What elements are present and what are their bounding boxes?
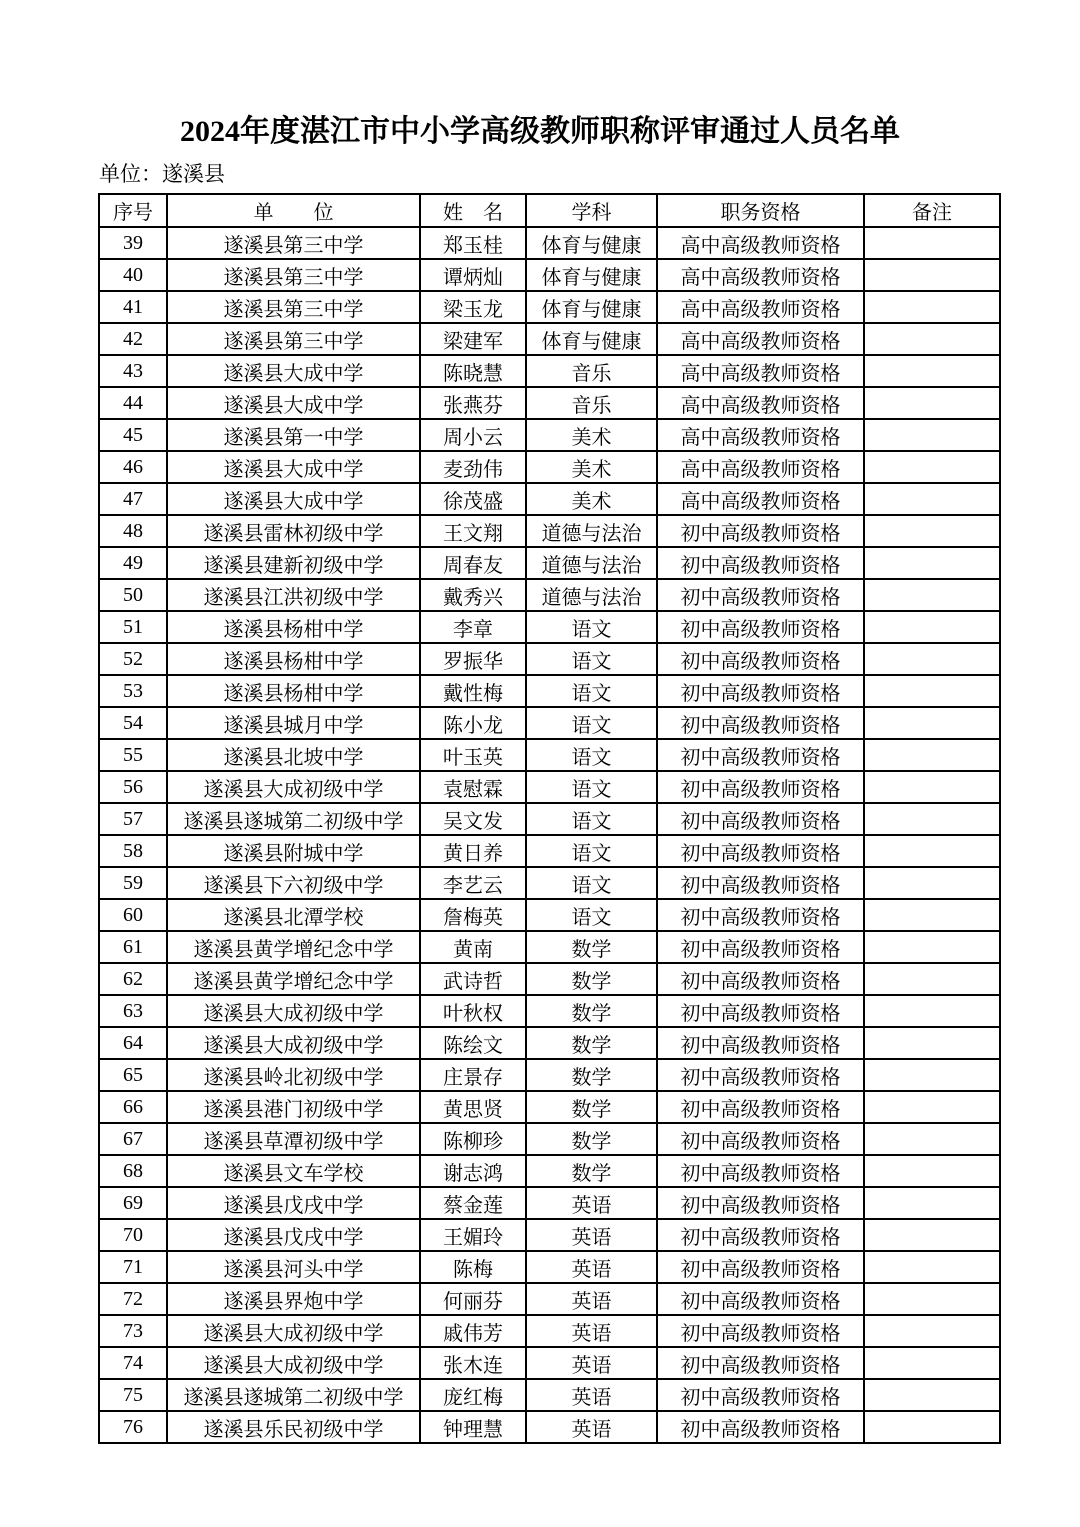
cell-remark: [864, 1155, 1000, 1187]
cell-qualification: 初中高级教师资格: [657, 835, 864, 867]
cell-unit: 遂溪县第一中学: [167, 419, 420, 451]
cell-qualification: 初中高级教师资格: [657, 1315, 864, 1347]
cell-unit: 遂溪县文车学校: [167, 1155, 420, 1187]
cell-qualification: 初中高级教师资格: [657, 1059, 864, 1091]
cell-remark: [864, 835, 1000, 867]
table-row: [99, 995, 1000, 1027]
table-row: [99, 227, 1000, 259]
cell-name: 蔡金莲: [420, 1187, 526, 1219]
table-row: [99, 675, 1000, 707]
cell-subject: 音乐: [526, 387, 657, 419]
cell-qualification: 初中高级教师资格: [657, 739, 864, 771]
cell-unit: 遂溪县遂城第二初级中学: [167, 803, 420, 835]
cell-unit: 遂溪县戊戌中学: [167, 1187, 420, 1219]
cell-unit: 遂溪县北潭学校: [167, 899, 420, 931]
cell-remark: [864, 515, 1000, 547]
cell-subject: 道德与法治: [526, 579, 657, 611]
table-row: [99, 963, 1000, 995]
cell-qualification: 初中高级教师资格: [657, 1187, 864, 1219]
cell-unit: 遂溪县河头中学: [167, 1251, 420, 1283]
cell-remark: [864, 1379, 1000, 1411]
cell-name: 谭炳灿: [420, 259, 526, 291]
cell-no: 75: [99, 1379, 167, 1411]
cell-no: 46: [99, 451, 167, 483]
cell-subject: 数学: [526, 1027, 657, 1059]
table-row: [99, 803, 1000, 835]
cell-unit: 遂溪县遂城第二初级中学: [167, 1379, 420, 1411]
cell-no: 47: [99, 483, 167, 515]
cell-subject: 道德与法治: [526, 515, 657, 547]
cell-name: 武诗哲: [420, 963, 526, 995]
cell-subject: 语文: [526, 739, 657, 771]
cell-subject: 数学: [526, 963, 657, 995]
cell-no: 55: [99, 739, 167, 771]
cell-subject: 语文: [526, 675, 657, 707]
cell-name: 王媚玲: [420, 1219, 526, 1251]
cell-no: 74: [99, 1347, 167, 1379]
cell-subject: 语文: [526, 771, 657, 803]
teacher-roster-table: [98, 193, 1001, 1444]
table-row: [99, 1027, 1000, 1059]
cell-name: 周小云: [420, 419, 526, 451]
cell-remark: [864, 1315, 1000, 1347]
table-row: [99, 259, 1000, 291]
cell-unit: 遂溪县附城中学: [167, 835, 420, 867]
cell-subject: 语文: [526, 643, 657, 675]
table-row: [99, 355, 1000, 387]
cell-qualification: 初中高级教师资格: [657, 803, 864, 835]
cell-subject: 美术: [526, 483, 657, 515]
table-row: [99, 1123, 1000, 1155]
cell-qualification: 初中高级教师资格: [657, 1283, 864, 1315]
cell-remark: [864, 291, 1000, 323]
cell-name: 庄景存: [420, 1059, 526, 1091]
column-header-unit: 单 位: [167, 194, 420, 227]
table-row: [99, 867, 1000, 899]
cell-no: 67: [99, 1123, 167, 1155]
table-row: [99, 1219, 1000, 1251]
cell-qualification: 高中高级教师资格: [657, 387, 864, 419]
cell-no: 59: [99, 867, 167, 899]
cell-qualification: 高中高级教师资格: [657, 259, 864, 291]
cell-no: 51: [99, 611, 167, 643]
table-row: [99, 611, 1000, 643]
cell-subject: 美术: [526, 451, 657, 483]
cell-remark: [864, 963, 1000, 995]
cell-remark: [864, 323, 1000, 355]
cell-no: 60: [99, 899, 167, 931]
cell-subject: 英语: [526, 1219, 657, 1251]
cell-unit: 遂溪县雷林初级中学: [167, 515, 420, 547]
cell-remark: [864, 1187, 1000, 1219]
cell-subject: 数学: [526, 995, 657, 1027]
cell-unit: 遂溪县杨柑中学: [167, 675, 420, 707]
cell-subject: 英语: [526, 1251, 657, 1283]
cell-subject: 英语: [526, 1379, 657, 1411]
cell-name: 郑玉桂: [420, 227, 526, 259]
cell-remark: [864, 1059, 1000, 1091]
cell-remark: [864, 867, 1000, 899]
cell-subject: 体育与健康: [526, 259, 657, 291]
cell-remark: [864, 259, 1000, 291]
cell-qualification: 高中高级教师资格: [657, 227, 864, 259]
cell-subject: 美术: [526, 419, 657, 451]
cell-unit: 遂溪县杨柑中学: [167, 611, 420, 643]
table-row: [99, 1091, 1000, 1123]
cell-qualification: 高中高级教师资格: [657, 451, 864, 483]
cell-subject: 英语: [526, 1315, 657, 1347]
cell-no: 71: [99, 1251, 167, 1283]
cell-name: 庞红梅: [420, 1379, 526, 1411]
cell-unit: 遂溪县城月中学: [167, 707, 420, 739]
cell-no: 49: [99, 547, 167, 579]
table-row: [99, 1347, 1000, 1379]
cell-remark: [864, 547, 1000, 579]
cell-qualification: 初中高级教师资格: [657, 771, 864, 803]
cell-qualification: 初中高级教师资格: [657, 1155, 864, 1187]
cell-unit: 遂溪县大成初级中学: [167, 771, 420, 803]
cell-no: 70: [99, 1219, 167, 1251]
cell-name: 陈梅: [420, 1251, 526, 1283]
cell-no: 48: [99, 515, 167, 547]
cell-qualification: 初中高级教师资格: [657, 675, 864, 707]
cell-unit: 遂溪县第三中学: [167, 323, 420, 355]
cell-unit: 遂溪县乐民初级中学: [167, 1411, 420, 1443]
cell-remark: [864, 1347, 1000, 1379]
table-row: [99, 547, 1000, 579]
column-header-qualification: 职务资格: [657, 194, 864, 227]
table-row: [99, 579, 1000, 611]
cell-name: 钟理慧: [420, 1411, 526, 1443]
cell-remark: [864, 419, 1000, 451]
cell-subject: 语文: [526, 867, 657, 899]
table-row: [99, 1283, 1000, 1315]
table-row: [99, 515, 1000, 547]
cell-name: 周春友: [420, 547, 526, 579]
cell-remark: [864, 387, 1000, 419]
cell-no: 63: [99, 995, 167, 1027]
cell-remark: [864, 707, 1000, 739]
page-title: 2024年度湛江市中小学高级教师职称评审通过人员名单: [180, 115, 900, 148]
cell-name: 李艺云: [420, 867, 526, 899]
cell-unit: 遂溪县江洪初级中学: [167, 579, 420, 611]
cell-name: 徐茂盛: [420, 483, 526, 515]
cell-no: 44: [99, 387, 167, 419]
cell-subject: 数学: [526, 1059, 657, 1091]
cell-remark: [864, 1219, 1000, 1251]
cell-unit: 遂溪县港门初级中学: [167, 1091, 420, 1123]
cell-subject: 数学: [526, 1123, 657, 1155]
cell-unit: 遂溪县大成初级中学: [167, 1347, 420, 1379]
table-row: [99, 419, 1000, 451]
cell-subject: 数学: [526, 1091, 657, 1123]
cell-unit: 遂溪县戊戌中学: [167, 1219, 420, 1251]
cell-unit: 遂溪县下六初级中学: [167, 867, 420, 899]
column-header-no: 序号: [99, 194, 167, 227]
cell-unit: 遂溪县大成初级中学: [167, 995, 420, 1027]
cell-no: 66: [99, 1091, 167, 1123]
table-row: [99, 835, 1000, 867]
cell-remark: [864, 1123, 1000, 1155]
cell-unit: 遂溪县大成中学: [167, 483, 420, 515]
cell-unit: 遂溪县界炮中学: [167, 1283, 420, 1315]
cell-name: 谢志鸿: [420, 1155, 526, 1187]
cell-qualification: 初中高级教师资格: [657, 995, 864, 1027]
cell-name: 袁慰霖: [420, 771, 526, 803]
cell-qualification: 初中高级教师资格: [657, 1379, 864, 1411]
cell-unit: 遂溪县黄学增纪念中学: [167, 931, 420, 963]
cell-subject: 英语: [526, 1347, 657, 1379]
cell-name: 叶玉英: [420, 739, 526, 771]
cell-remark: [864, 227, 1000, 259]
cell-no: 65: [99, 1059, 167, 1091]
table-row: [99, 1251, 1000, 1283]
cell-unit: 遂溪县杨柑中学: [167, 643, 420, 675]
cell-qualification: 高中高级教师资格: [657, 355, 864, 387]
cell-subject: 数学: [526, 1155, 657, 1187]
cell-name: 戴秀兴: [420, 579, 526, 611]
cell-remark: [864, 355, 1000, 387]
cell-subject: 音乐: [526, 355, 657, 387]
cell-remark: [864, 1251, 1000, 1283]
cell-name: 陈小龙: [420, 707, 526, 739]
cell-name: 陈柳珍: [420, 1123, 526, 1155]
cell-no: 57: [99, 803, 167, 835]
table-header-row: [99, 194, 1000, 227]
cell-name: 叶秋权: [420, 995, 526, 1027]
cell-unit: 遂溪县第三中学: [167, 259, 420, 291]
cell-remark: [864, 1091, 1000, 1123]
table-row: [99, 323, 1000, 355]
cell-no: 72: [99, 1283, 167, 1315]
cell-subject: 英语: [526, 1187, 657, 1219]
cell-name: 梁建军: [420, 323, 526, 355]
table-row: [99, 291, 1000, 323]
cell-remark: [864, 483, 1000, 515]
cell-subject: 英语: [526, 1411, 657, 1443]
table-row: [99, 387, 1000, 419]
cell-no: 73: [99, 1315, 167, 1347]
cell-subject: 体育与健康: [526, 291, 657, 323]
cell-no: 45: [99, 419, 167, 451]
cell-qualification: 初中高级教师资格: [657, 1411, 864, 1443]
cell-no: 69: [99, 1187, 167, 1219]
cell-no: 50: [99, 579, 167, 611]
cell-unit: 遂溪县大成初级中学: [167, 1315, 420, 1347]
cell-qualification: 初中高级教师资格: [657, 1347, 864, 1379]
cell-qualification: 初中高级教师资格: [657, 579, 864, 611]
cell-remark: [864, 1283, 1000, 1315]
cell-unit: 遂溪县黄学增纪念中学: [167, 963, 420, 995]
cell-remark: [864, 995, 1000, 1027]
table-row: [99, 1187, 1000, 1219]
table-row: [99, 483, 1000, 515]
cell-qualification: 初中高级教师资格: [657, 611, 864, 643]
cell-subject: 体育与健康: [526, 227, 657, 259]
table-row: [99, 1379, 1000, 1411]
cell-remark: [864, 1411, 1000, 1443]
table-row: [99, 643, 1000, 675]
column-header-remark: 备注: [864, 194, 1000, 227]
cell-unit: 遂溪县草潭初级中学: [167, 1123, 420, 1155]
table-row: [99, 1155, 1000, 1187]
cell-qualification: 初中高级教师资格: [657, 867, 864, 899]
cell-subject: 语文: [526, 899, 657, 931]
column-header-subject: 学科: [526, 194, 657, 227]
cell-no: 39: [99, 227, 167, 259]
cell-unit: 遂溪县第三中学: [167, 227, 420, 259]
cell-qualification: 高中高级教师资格: [657, 483, 864, 515]
cell-qualification: 初中高级教师资格: [657, 515, 864, 547]
cell-name: 王文翔: [420, 515, 526, 547]
cell-subject: 语文: [526, 707, 657, 739]
cell-name: 陈绘文: [420, 1027, 526, 1059]
cell-qualification: 初中高级教师资格: [657, 1219, 864, 1251]
cell-no: 58: [99, 835, 167, 867]
cell-no: 68: [99, 1155, 167, 1187]
cell-no: 76: [99, 1411, 167, 1443]
cell-name: 陈晓慧: [420, 355, 526, 387]
cell-remark: [864, 899, 1000, 931]
cell-no: 52: [99, 643, 167, 675]
cell-name: 詹梅英: [420, 899, 526, 931]
table-row: [99, 771, 1000, 803]
cell-qualification: 初中高级教师资格: [657, 1251, 864, 1283]
cell-no: 41: [99, 291, 167, 323]
cell-unit: 遂溪县北坡中学: [167, 739, 420, 771]
cell-qualification: 高中高级教师资格: [657, 419, 864, 451]
cell-no: 53: [99, 675, 167, 707]
cell-no: 43: [99, 355, 167, 387]
cell-name: 罗振华: [420, 643, 526, 675]
cell-no: 54: [99, 707, 167, 739]
table-header: [99, 194, 1000, 227]
cell-name: 黄日养: [420, 835, 526, 867]
cell-unit: 遂溪县第三中学: [167, 291, 420, 323]
table-row: [99, 899, 1000, 931]
cell-unit: 遂溪县大成中学: [167, 451, 420, 483]
cell-qualification: 初中高级教师资格: [657, 707, 864, 739]
cell-subject: 语文: [526, 803, 657, 835]
cell-remark: [864, 803, 1000, 835]
unit-label: 单位：遂溪县: [99, 162, 225, 186]
cell-no: 61: [99, 931, 167, 963]
cell-qualification: 初中高级教师资格: [657, 547, 864, 579]
cell-unit: 遂溪县建新初级中学: [167, 547, 420, 579]
cell-name: 李章: [420, 611, 526, 643]
table-row: [99, 1411, 1000, 1443]
cell-remark: [864, 771, 1000, 803]
cell-unit: 遂溪县岭北初级中学: [167, 1059, 420, 1091]
cell-unit: 遂溪县大成初级中学: [167, 1027, 420, 1059]
cell-qualification: 初中高级教师资格: [657, 931, 864, 963]
cell-name: 梁玉龙: [420, 291, 526, 323]
table-body: [99, 227, 1000, 1443]
table-row: [99, 707, 1000, 739]
cell-name: 何丽芬: [420, 1283, 526, 1315]
cell-no: 40: [99, 259, 167, 291]
cell-no: 42: [99, 323, 167, 355]
cell-no: 62: [99, 963, 167, 995]
table-row: [99, 1315, 1000, 1347]
table-row: [99, 931, 1000, 963]
cell-subject: 语文: [526, 835, 657, 867]
cell-qualification: 初中高级教师资格: [657, 1091, 864, 1123]
table-row: [99, 451, 1000, 483]
cell-remark: [864, 1027, 1000, 1059]
cell-remark: [864, 643, 1000, 675]
cell-remark: [864, 579, 1000, 611]
cell-name: 张木连: [420, 1347, 526, 1379]
cell-subject: 数学: [526, 931, 657, 963]
cell-no: 56: [99, 771, 167, 803]
cell-name: 黄南: [420, 931, 526, 963]
cell-name: 戚伟芳: [420, 1315, 526, 1347]
cell-qualification: 初中高级教师资格: [657, 963, 864, 995]
column-header-name: 姓 名: [420, 194, 526, 227]
cell-subject: 道德与法治: [526, 547, 657, 579]
cell-qualification: 初中高级教师资格: [657, 643, 864, 675]
cell-unit: 遂溪县大成中学: [167, 387, 420, 419]
cell-name: 黄思贤: [420, 1091, 526, 1123]
cell-qualification: 初中高级教师资格: [657, 1123, 864, 1155]
cell-subject: 体育与健康: [526, 323, 657, 355]
cell-qualification: 高中高级教师资格: [657, 291, 864, 323]
cell-remark: [864, 739, 1000, 771]
cell-qualification: 初中高级教师资格: [657, 899, 864, 931]
cell-no: 64: [99, 1027, 167, 1059]
cell-name: 吴文发: [420, 803, 526, 835]
cell-subject: 英语: [526, 1283, 657, 1315]
cell-remark: [864, 675, 1000, 707]
cell-qualification: 高中高级教师资格: [657, 323, 864, 355]
table-row: [99, 739, 1000, 771]
cell-name: 张燕芬: [420, 387, 526, 419]
cell-remark: [864, 931, 1000, 963]
cell-remark: [864, 451, 1000, 483]
cell-qualification: 初中高级教师资格: [657, 1027, 864, 1059]
cell-subject: 语文: [526, 611, 657, 643]
cell-unit: 遂溪县大成中学: [167, 355, 420, 387]
table-row: [99, 1059, 1000, 1091]
cell-name: 戴性梅: [420, 675, 526, 707]
cell-remark: [864, 611, 1000, 643]
cell-name: 麦劲伟: [420, 451, 526, 483]
